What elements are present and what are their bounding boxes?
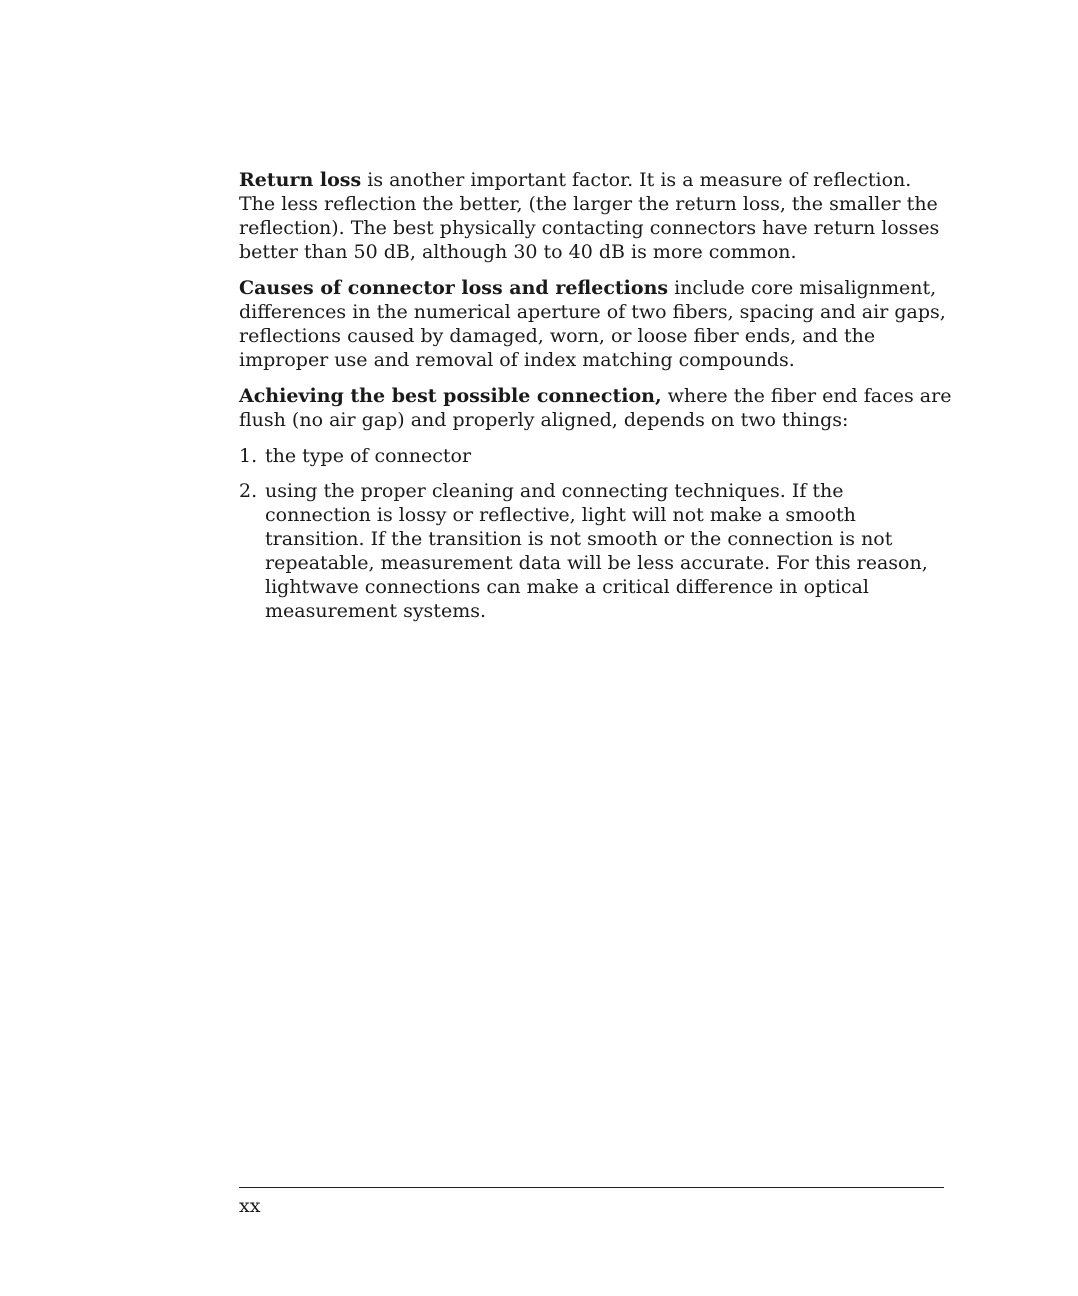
list-item-text: the type of connector [265, 445, 472, 467]
paragraph-causes [239, 276, 953, 372]
paragraph-achieving [239, 384, 953, 432]
page-content [239, 168, 953, 634]
lead-causes: Causes of connector loss and reflections [239, 277, 669, 299]
list-number: 1. [239, 445, 258, 467]
lead-return-loss: Return loss [239, 169, 362, 191]
paragraph-text: is another important factor. It is a measure of reflection. The less reflection the better, (the larger the return loss, the smaller the reflection). The best physically contacting connectors have return losses better than 50 dB, although 30 to 40 dB is more common. [239, 169, 940, 263]
list-item-text: using the proper cleaning and connecting techniques. If the connection is lossy or reflective, light will not make a smooth transition. If the transition is not smooth or the connection is not repeatable, measurement data will be less accurate. For this reason, lightwave connections can make a critical difference in optical measurement systems. [265, 480, 928, 622]
list-number: 2. [239, 480, 258, 502]
list-item [239, 444, 953, 468]
paragraph-text: where the fiber end faces are flush (no air gap) and properly aligned, depends on two things: [239, 385, 952, 431]
footer-rule [239, 1187, 944, 1188]
numbered-list [239, 444, 953, 623]
lead-achieving: Achieving the best possible connection, [239, 385, 662, 407]
list-item [239, 479, 953, 623]
paragraph-return-loss [239, 168, 953, 264]
paragraph-text: include core misalignment, differences in the numerical aperture of two fibers, spacing and air gaps, reflections caused by damaged, worn, or loose fiber ends, and the improper use and removal of index matching compounds. [239, 277, 946, 371]
page-number: xx [239, 1195, 261, 1217]
